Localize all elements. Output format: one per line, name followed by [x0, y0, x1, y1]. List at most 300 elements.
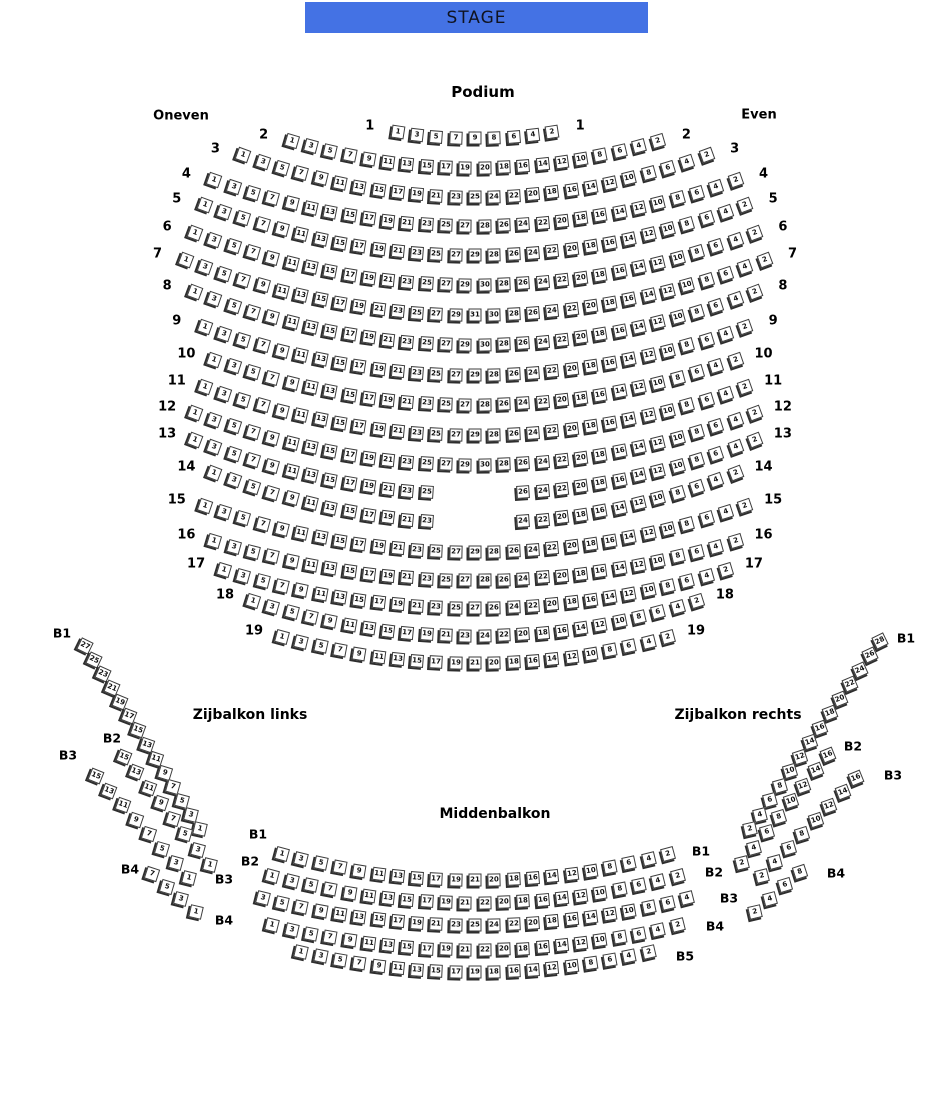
- seat-podium-19-7[interactable]: 7: [332, 643, 347, 658]
- seat-podium-13-16[interactable]: 16: [612, 472, 627, 487]
- seat-middenbalkon-B1-17[interactable]: 17: [430, 872, 444, 886]
- seat-zijbalkon-rechts-B1-12[interactable]: 12: [792, 748, 808, 764]
- seat-zijbalkon-rechts-B3-12[interactable]: 12: [821, 798, 838, 815]
- seat-middenbalkon-B4-16[interactable]: 16: [536, 940, 550, 954]
- seat-podium-13-23[interactable]: 23: [400, 484, 414, 498]
- seat-middenbalkon-B5-4[interactable]: 4: [622, 949, 637, 964]
- seat-podium-11-3[interactable]: 3: [216, 385, 232, 401]
- seat-podium-10-3[interactable]: 3: [226, 358, 242, 374]
- seat-podium-7-7[interactable]: 7: [235, 272, 251, 288]
- seat-zijbalkon-rechts-B1-2[interactable]: 2: [742, 821, 758, 837]
- seat-podium-10-11[interactable]: 11: [303, 379, 318, 394]
- seat-middenbalkon-B5-14[interactable]: 14: [526, 963, 540, 977]
- seat-podium-11-16[interactable]: 16: [603, 415, 618, 430]
- seat-middenbalkon-B5-18[interactable]: 18: [488, 965, 501, 978]
- seat-middenbalkon-B2-20[interactable]: 20: [497, 896, 510, 909]
- seat-podium-9-11[interactable]: 11: [294, 347, 310, 363]
- seat-zijbalkon-rechts-B1-8[interactable]: 8: [772, 778, 788, 794]
- seat-middenbalkon-B2-15[interactable]: 15: [400, 893, 414, 907]
- seat-podium-9-9[interactable]: 9: [274, 343, 290, 359]
- seat-podium-6-10[interactable]: 10: [670, 250, 686, 266]
- seat-podium-8-24[interactable]: 24: [535, 335, 549, 349]
- seat-podium-3-25[interactable]: 25: [469, 191, 482, 204]
- seat-podium-12-17[interactable]: 17: [342, 447, 357, 462]
- seat-podium-15-16[interactable]: 16: [603, 533, 618, 548]
- seat-podium-8-22[interactable]: 22: [555, 333, 569, 347]
- seat-zijbalkon-links-B2-3[interactable]: 3: [190, 842, 206, 858]
- seat-podium-11-13[interactable]: 13: [313, 412, 328, 427]
- seat-zijbalkon-rechts-B2-4[interactable]: 4: [746, 840, 762, 856]
- seat-middenbalkon-B3-7[interactable]: 7: [294, 899, 309, 914]
- seat-podium-16-25[interactable]: 25: [439, 573, 452, 586]
- seat-podium-15-27[interactable]: 27: [449, 545, 462, 558]
- seat-podium-8-12[interactable]: 12: [650, 314, 666, 330]
- seat-podium-16-17[interactable]: 17: [362, 566, 376, 580]
- seat-podium-6-6[interactable]: 6: [708, 238, 724, 254]
- seat-podium-4-7[interactable]: 7: [264, 190, 280, 206]
- seat-podium-19-16[interactable]: 16: [526, 654, 540, 668]
- seat-podium-4-21[interactable]: 21: [400, 216, 414, 230]
- seat-podium-16-9[interactable]: 9: [284, 553, 299, 568]
- seat-middenbalkon-B1-2[interactable]: 2: [660, 846, 676, 862]
- seat-podium-13-10[interactable]: 10: [670, 458, 686, 474]
- seat-podium-9-25[interactable]: 25: [430, 367, 444, 381]
- seat-podium-16-22[interactable]: 22: [536, 570, 550, 584]
- seat-middenbalkon-B1-12[interactable]: 12: [564, 866, 579, 881]
- seat-podium-6-20[interactable]: 20: [574, 270, 589, 285]
- seat-middenbalkon-B4-21[interactable]: 21: [459, 943, 472, 956]
- seat-podium-19-2[interactable]: 2: [660, 629, 676, 645]
- seat-podium-7-25[interactable]: 25: [410, 306, 424, 320]
- seat-podium-8-29[interactable]: 29: [459, 338, 472, 351]
- seat-podium-5-21[interactable]: 21: [391, 244, 405, 258]
- seat-podium-8-3[interactable]: 3: [206, 291, 223, 308]
- seat-podium-13-18[interactable]: 18: [593, 476, 608, 491]
- seat-middenbalkon-B4-11[interactable]: 11: [362, 936, 377, 951]
- seat-podium-4-2[interactable]: 2: [727, 172, 744, 189]
- seat-zijbalkon-links-B1-5[interactable]: 5: [174, 793, 190, 809]
- seat-podium-7-2[interactable]: 2: [756, 252, 773, 269]
- seat-podium-7-20[interactable]: 20: [583, 299, 598, 314]
- seat-zijbalkon-links-B3-15[interactable]: 15: [88, 768, 105, 785]
- seat-podium-2-2[interactable]: 2: [650, 133, 666, 149]
- seat-podium-17-26[interactable]: 26: [488, 601, 501, 614]
- seat-podium-10-9[interactable]: 9: [284, 375, 300, 391]
- seat-podium-6-16[interactable]: 16: [612, 263, 627, 278]
- seat-podium-14-16[interactable]: 16: [593, 504, 608, 519]
- seat-podium-7-15[interactable]: 15: [313, 292, 328, 307]
- seat-podium-17-2[interactable]: 2: [718, 562, 734, 578]
- seat-podium-8-26[interactable]: 26: [516, 337, 530, 351]
- seat-podium-5-12[interactable]: 12: [641, 227, 657, 243]
- seat-podium-16-13[interactable]: 13: [323, 560, 338, 575]
- seat-podium-7-11[interactable]: 11: [274, 283, 290, 299]
- seat-podium-8-25[interactable]: 25: [420, 337, 434, 351]
- seat-middenbalkon-B4-18[interactable]: 18: [516, 942, 530, 956]
- seat-podium-17-3[interactable]: 3: [235, 568, 251, 584]
- seat-podium-14-19[interactable]: 19: [381, 510, 396, 525]
- seat-middenbalkon-B1-3[interactable]: 3: [293, 851, 309, 867]
- seat-middenbalkon-B5-3[interactable]: 3: [313, 949, 328, 964]
- seat-podium-12-28[interactable]: 28: [497, 458, 510, 471]
- seat-podium-3-2[interactable]: 2: [698, 147, 715, 164]
- seat-podium-5-1[interactable]: 1: [196, 197, 213, 214]
- seat-middenbalkon-B2-16[interactable]: 16: [535, 893, 549, 907]
- seat-podium-9-5[interactable]: 5: [235, 332, 251, 348]
- seat-podium-10-16[interactable]: 16: [593, 387, 608, 402]
- seat-middenbalkon-B3-9[interactable]: 9: [313, 903, 328, 918]
- seat-podium-16-28[interactable]: 28: [478, 573, 491, 586]
- seat-podium-18-18[interactable]: 18: [535, 626, 549, 640]
- seat-podium-6-27[interactable]: 27: [439, 278, 452, 291]
- seat-zijbalkon-rechts-B4-8[interactable]: 8: [792, 864, 808, 880]
- seat-podium-11-12[interactable]: 12: [641, 407, 657, 423]
- seat-zijbalkon-rechts-B1-22[interactable]: 22: [841, 676, 858, 693]
- seat-podium-6-19[interactable]: 19: [362, 270, 377, 285]
- seat-podium-7-10[interactable]: 10: [679, 277, 695, 293]
- seat-podium-12-14[interactable]: 14: [631, 439, 646, 454]
- seat-podium-5-15[interactable]: 15: [332, 235, 347, 250]
- seat-podium-11-4[interactable]: 4: [718, 385, 734, 401]
- seat-podium-12-27[interactable]: 27: [439, 458, 452, 471]
- seat-zijbalkon-links-B2-9[interactable]: 9: [153, 795, 169, 811]
- seat-podium-4-9[interactable]: 9: [284, 195, 300, 211]
- seat-podium-13-8[interactable]: 8: [689, 452, 705, 468]
- seat-zijbalkon-rechts-B1-18[interactable]: 18: [822, 705, 839, 722]
- seat-middenbalkon-B2-7[interactable]: 7: [323, 882, 338, 897]
- seat-podium-11-21[interactable]: 21: [391, 424, 405, 438]
- seat-zijbalkon-rechts-B3-6[interactable]: 6: [781, 840, 797, 856]
- seat-podium-10-7[interactable]: 7: [264, 370, 280, 386]
- seat-podium-5-8[interactable]: 8: [679, 216, 695, 232]
- seat-podium-15-3[interactable]: 3: [216, 504, 232, 520]
- seat-podium-5-3[interactable]: 3: [216, 204, 233, 221]
- seat-podium-16-10[interactable]: 10: [651, 553, 666, 568]
- seat-podium-11-7[interactable]: 7: [255, 397, 271, 413]
- seat-podium-14-7[interactable]: 7: [264, 485, 280, 501]
- seat-podium-11-29[interactable]: 29: [469, 429, 482, 442]
- seat-podium-6-11[interactable]: 11: [284, 255, 300, 271]
- seat-zijbalkon-links-B1-25[interactable]: 25: [85, 651, 102, 668]
- seat-podium-19-10[interactable]: 10: [583, 646, 598, 661]
- seat-podium-17-14[interactable]: 14: [603, 590, 618, 605]
- seat-podium-19-5[interactable]: 5: [313, 639, 328, 654]
- seat-podium-8-1[interactable]: 1: [187, 284, 204, 301]
- seat-podium-17-5[interactable]: 5: [255, 573, 271, 589]
- seat-podium-17-27[interactable]: 27: [469, 602, 482, 615]
- seat-podium-14-21[interactable]: 21: [400, 513, 414, 527]
- seat-podium-4-20[interactable]: 20: [555, 214, 569, 228]
- seat-podium-18-1[interactable]: 1: [245, 593, 261, 609]
- seat-middenbalkon-B2-8[interactable]: 8: [612, 882, 627, 897]
- seat-podium-9-27[interactable]: 27: [449, 368, 462, 381]
- seat-podium-10-20[interactable]: 20: [555, 393, 569, 407]
- seat-middenbalkon-B1-6[interactable]: 6: [622, 856, 637, 871]
- seat-middenbalkon-B5-10[interactable]: 10: [564, 959, 579, 974]
- seat-podium-1-3[interactable]: 3: [410, 127, 424, 141]
- seat-middenbalkon-B5-11[interactable]: 11: [391, 961, 405, 975]
- seat-podium-14-22[interactable]: 22: [535, 513, 549, 527]
- seat-podium-18-4[interactable]: 4: [670, 599, 686, 615]
- seat-zijbalkon-rechts-B3-8[interactable]: 8: [794, 826, 810, 842]
- seat-podium-3-17[interactable]: 17: [391, 185, 405, 199]
- seat-podium-2-10[interactable]: 10: [574, 151, 589, 166]
- seat-zijbalkon-links-B2-13[interactable]: 13: [128, 764, 145, 781]
- seat-podium-6-7[interactable]: 7: [245, 244, 261, 260]
- seat-podium-5-14[interactable]: 14: [622, 231, 637, 246]
- seat-podium-12-25[interactable]: 25: [420, 457, 434, 471]
- seat-podium-15-21[interactable]: 21: [391, 541, 405, 555]
- seat-podium-2-5[interactable]: 5: [322, 143, 338, 159]
- seat-podium-12-15[interactable]: 15: [323, 443, 338, 458]
- seat-podium-4-13[interactable]: 13: [323, 204, 338, 219]
- seat-podium-19-13[interactable]: 13: [391, 652, 405, 666]
- seat-podium-18-6[interactable]: 6: [650, 604, 666, 620]
- seat-podium-15-7[interactable]: 7: [255, 516, 271, 532]
- seat-podium-17-9[interactable]: 9: [294, 582, 309, 597]
- seat-podium-3-6[interactable]: 6: [660, 160, 676, 176]
- seat-podium-4-23[interactable]: 23: [420, 218, 434, 232]
- seat-middenbalkon-B5-7[interactable]: 7: [352, 956, 367, 971]
- seat-middenbalkon-B4-9[interactable]: 9: [342, 933, 357, 948]
- seat-podium-8-11[interactable]: 11: [284, 314, 300, 330]
- seat-podium-12-12[interactable]: 12: [650, 435, 666, 451]
- seat-podium-17-17[interactable]: 17: [371, 595, 385, 609]
- seat-podium-13-22[interactable]: 22: [555, 482, 569, 496]
- seat-podium-18-16[interactable]: 16: [555, 623, 569, 637]
- seat-podium-9-21[interactable]: 21: [391, 364, 405, 378]
- seat-podium-18-9[interactable]: 9: [323, 613, 338, 628]
- seat-middenbalkon-B3-16[interactable]: 16: [564, 912, 578, 926]
- seat-podium-19-15[interactable]: 15: [410, 654, 424, 668]
- seat-podium-14-4[interactable]: 4: [708, 472, 725, 489]
- seat-zijbalkon-links-B2-1[interactable]: 1: [202, 857, 218, 873]
- seat-podium-7-28[interactable]: 28: [507, 307, 521, 321]
- seat-podium-3-4[interactable]: 4: [679, 153, 695, 169]
- seat-zijbalkon-rechts-B1-6[interactable]: 6: [762, 792, 778, 808]
- seat-podium-7-17[interactable]: 17: [332, 295, 347, 310]
- seat-podium-10-4[interactable]: 4: [708, 358, 724, 374]
- seat-middenbalkon-B3-21[interactable]: 21: [430, 917, 444, 931]
- seat-middenbalkon-B3-6[interactable]: 6: [660, 895, 676, 911]
- seat-podium-7-1[interactable]: 1: [177, 252, 194, 269]
- seat-zijbalkon-rechts-B3-14[interactable]: 14: [834, 784, 851, 801]
- seat-middenbalkon-B2-3[interactable]: 3: [284, 873, 300, 889]
- seat-podium-2-13[interactable]: 13: [400, 157, 414, 171]
- seat-podium-4-25[interactable]: 25: [439, 219, 452, 232]
- seat-podium-10-26[interactable]: 26: [497, 398, 510, 411]
- seat-middenbalkon-B2-1[interactable]: 1: [264, 868, 280, 884]
- seat-podium-10-18[interactable]: 18: [574, 390, 589, 405]
- seat-middenbalkon-B5-12[interactable]: 12: [545, 961, 559, 975]
- seat-podium-18-12[interactable]: 12: [593, 617, 608, 632]
- seat-podium-12-30[interactable]: 30: [478, 458, 491, 471]
- seat-podium-5-11[interactable]: 11: [293, 227, 309, 243]
- seat-podium-9-4[interactable]: 4: [718, 325, 734, 341]
- seat-middenbalkon-B3-17[interactable]: 17: [391, 914, 405, 928]
- seat-podium-7-16[interactable]: 16: [622, 292, 637, 307]
- seat-podium-12-22[interactable]: 22: [555, 453, 569, 467]
- seat-middenbalkon-B1-16[interactable]: 16: [526, 871, 540, 885]
- seat-podium-15-26[interactable]: 26: [507, 544, 521, 558]
- seat-podium-1-7[interactable]: 7: [449, 131, 462, 144]
- seat-podium-14-18[interactable]: 18: [574, 507, 589, 522]
- seat-podium-14-23[interactable]: 23: [420, 514, 434, 528]
- seat-middenbalkon-B2-9[interactable]: 9: [342, 885, 357, 900]
- seat-podium-17-11[interactable]: 11: [313, 586, 328, 601]
- seat-podium-12-10[interactable]: 10: [670, 430, 686, 446]
- seat-podium-8-28[interactable]: 28: [497, 338, 510, 351]
- seat-podium-8-21[interactable]: 21: [381, 333, 395, 347]
- seat-podium-8-27[interactable]: 27: [439, 338, 452, 351]
- seat-podium-9-22[interactable]: 22: [545, 364, 559, 378]
- seat-zijbalkon-rechts-B2-8[interactable]: 8: [771, 809, 787, 825]
- seat-podium-7-19[interactable]: 19: [352, 299, 367, 314]
- seat-podium-10-10[interactable]: 10: [650, 375, 666, 391]
- seat-middenbalkon-B4-17[interactable]: 17: [420, 942, 434, 956]
- seat-middenbalkon-B2-14[interactable]: 14: [555, 891, 569, 905]
- seat-zijbalkon-links-B4-3[interactable]: 3: [173, 891, 189, 907]
- seat-podium-10-2[interactable]: 2: [727, 352, 744, 369]
- seat-podium-16-3[interactable]: 3: [226, 539, 242, 555]
- seat-podium-16-8[interactable]: 8: [670, 549, 686, 565]
- seat-podium-14-1[interactable]: 1: [206, 465, 223, 482]
- seat-podium-9-19[interactable]: 19: [371, 362, 386, 377]
- seat-middenbalkon-B1-20[interactable]: 20: [488, 873, 501, 886]
- seat-podium-18-10[interactable]: 10: [612, 613, 627, 628]
- seat-podium-11-10[interactable]: 10: [660, 403, 676, 419]
- seat-middenbalkon-B2-12[interactable]: 12: [574, 888, 589, 903]
- seat-middenbalkon-B3-13[interactable]: 13: [352, 910, 367, 925]
- seat-zijbalkon-rechts-B1-24[interactable]: 24: [851, 661, 868, 678]
- seat-podium-18-2[interactable]: 2: [689, 593, 705, 609]
- seat-podium-14-2[interactable]: 2: [727, 465, 744, 482]
- seat-podium-12-29[interactable]: 29: [459, 458, 472, 471]
- seat-podium-13-1[interactable]: 1: [187, 432, 204, 449]
- seat-middenbalkon-B2-13[interactable]: 13: [381, 891, 395, 905]
- seat-podium-6-1[interactable]: 1: [187, 225, 204, 242]
- seat-zijbalkon-rechts-B1-16[interactable]: 16: [812, 719, 829, 736]
- seat-podium-2-7[interactable]: 7: [342, 148, 357, 163]
- seat-podium-12-8[interactable]: 8: [689, 424, 705, 440]
- seat-podium-5-10[interactable]: 10: [660, 222, 676, 238]
- seat-zijbalkon-rechts-B4-4[interactable]: 4: [762, 891, 778, 907]
- seat-podium-1-1[interactable]: 1: [390, 125, 405, 140]
- seat-podium-5-20[interactable]: 20: [564, 241, 579, 256]
- seat-middenbalkon-B1-18[interactable]: 18: [507, 872, 521, 886]
- seat-podium-10-23[interactable]: 23: [420, 397, 434, 411]
- seat-podium-3-14[interactable]: 14: [583, 179, 598, 194]
- seat-podium-9-16[interactable]: 16: [603, 355, 618, 370]
- seat-podium-5-5[interactable]: 5: [235, 210, 251, 226]
- seat-zijbalkon-links-B3-11[interactable]: 11: [114, 797, 131, 814]
- seat-podium-1-9[interactable]: 9: [469, 132, 482, 145]
- seat-podium-16-21[interactable]: 21: [400, 570, 414, 584]
- seat-podium-4-15[interactable]: 15: [342, 208, 357, 223]
- seat-middenbalkon-B4-12[interactable]: 12: [574, 936, 589, 951]
- seat-podium-9-7[interactable]: 7: [255, 337, 271, 353]
- seat-podium-19-12[interactable]: 12: [564, 649, 579, 664]
- seat-podium-7-6[interactable]: 6: [718, 265, 734, 281]
- seat-podium-2-9[interactable]: 9: [361, 151, 376, 166]
- seat-podium-7-27[interactable]: 27: [430, 307, 444, 321]
- seat-podium-8-13[interactable]: 13: [303, 319, 319, 335]
- seat-podium-3-21[interactable]: 21: [430, 189, 444, 203]
- seat-podium-8-6[interactable]: 6: [708, 297, 724, 313]
- seat-podium-18-24[interactable]: 24: [478, 629, 491, 642]
- seat-podium-13-20[interactable]: 20: [574, 479, 589, 494]
- seat-podium-15-24[interactable]: 24: [526, 543, 540, 557]
- seat-podium-17-18[interactable]: 18: [564, 595, 578, 609]
- seat-podium-3-18[interactable]: 18: [545, 185, 559, 199]
- seat-podium-17-16[interactable]: 16: [583, 593, 598, 608]
- seat-podium-13-17[interactable]: 17: [342, 476, 357, 491]
- seat-podium-15-5[interactable]: 5: [235, 510, 251, 526]
- seat-middenbalkon-B2-10[interactable]: 10: [593, 885, 608, 900]
- seat-zijbalkon-rechts-B4-2[interactable]: 2: [747, 904, 763, 920]
- seat-podium-17-25[interactable]: 25: [449, 601, 462, 614]
- seat-podium-6-24[interactable]: 24: [535, 275, 549, 289]
- seat-middenbalkon-B2-22[interactable]: 22: [478, 896, 491, 909]
- seat-middenbalkon-B5-1[interactable]: 1: [294, 944, 310, 960]
- seat-podium-17-7[interactable]: 7: [274, 578, 290, 594]
- seat-podium-15-23[interactable]: 23: [410, 543, 424, 557]
- seat-podium-6-30[interactable]: 30: [478, 278, 491, 291]
- seat-middenbalkon-B3-11[interactable]: 11: [332, 907, 347, 922]
- seat-podium-8-18[interactable]: 18: [593, 327, 608, 342]
- seat-podium-8-23[interactable]: 23: [400, 335, 414, 349]
- seat-podium-9-18[interactable]: 18: [583, 359, 598, 374]
- seat-podium-2-3[interactable]: 3: [303, 138, 319, 154]
- seat-zijbalkon-rechts-B2-2[interactable]: 2: [734, 855, 750, 871]
- seat-middenbalkon-B2-11[interactable]: 11: [362, 888, 377, 903]
- seat-podium-17-13[interactable]: 13: [332, 590, 347, 605]
- seat-podium-12-16[interactable]: 16: [612, 443, 627, 458]
- seat-podium-5-23[interactable]: 23: [410, 246, 424, 260]
- seat-podium-6-15[interactable]: 15: [323, 263, 338, 278]
- seat-podium-5-2[interactable]: 2: [737, 197, 754, 214]
- seat-middenbalkon-B1-15[interactable]: 15: [410, 871, 424, 885]
- seat-middenbalkon-B1-21[interactable]: 21: [469, 874, 482, 887]
- seat-podium-18-11[interactable]: 11: [342, 617, 357, 632]
- seat-podium-15-22[interactable]: 22: [545, 541, 559, 555]
- seat-middenbalkon-B4-6[interactable]: 6: [631, 926, 646, 941]
- seat-podium-9-10[interactable]: 10: [660, 343, 676, 359]
- seat-podium-10-24[interactable]: 24: [516, 397, 530, 411]
- seat-podium-15-14[interactable]: 14: [622, 529, 637, 544]
- seat-podium-2-14[interactable]: 14: [535, 157, 549, 171]
- seat-podium-5-26[interactable]: 26: [507, 247, 521, 261]
- seat-middenbalkon-B5-5[interactable]: 5: [332, 952, 347, 967]
- seat-middenbalkon-B4-20[interactable]: 20: [497, 943, 510, 956]
- seat-podium-11-6[interactable]: 6: [698, 392, 714, 408]
- seat-podium-6-3[interactable]: 3: [206, 232, 223, 249]
- seat-podium-19-20[interactable]: 20: [488, 656, 501, 669]
- seat-middenbalkon-B3-4[interactable]: 4: [679, 890, 695, 906]
- seat-podium-13-26[interactable]: 26: [516, 485, 530, 499]
- seat-zijbalkon-links-B4-1[interactable]: 1: [188, 904, 204, 920]
- seat-podium-5-4[interactable]: 4: [718, 204, 735, 221]
- seat-podium-2-4[interactable]: 4: [631, 138, 647, 154]
- seat-middenbalkon-B5-17[interactable]: 17: [449, 965, 462, 978]
- seat-zijbalkon-rechts-B1-14[interactable]: 14: [802, 734, 819, 751]
- seat-podium-18-15[interactable]: 15: [381, 623, 395, 637]
- seat-podium-17-22[interactable]: 22: [526, 599, 540, 613]
- seat-podium-12-21[interactable]: 21: [381, 453, 395, 467]
- seat-podium-11-5[interactable]: 5: [235, 392, 251, 408]
- seat-zijbalkon-links-B1-15[interactable]: 15: [130, 722, 147, 739]
- seat-podium-11-1[interactable]: 1: [196, 379, 213, 396]
